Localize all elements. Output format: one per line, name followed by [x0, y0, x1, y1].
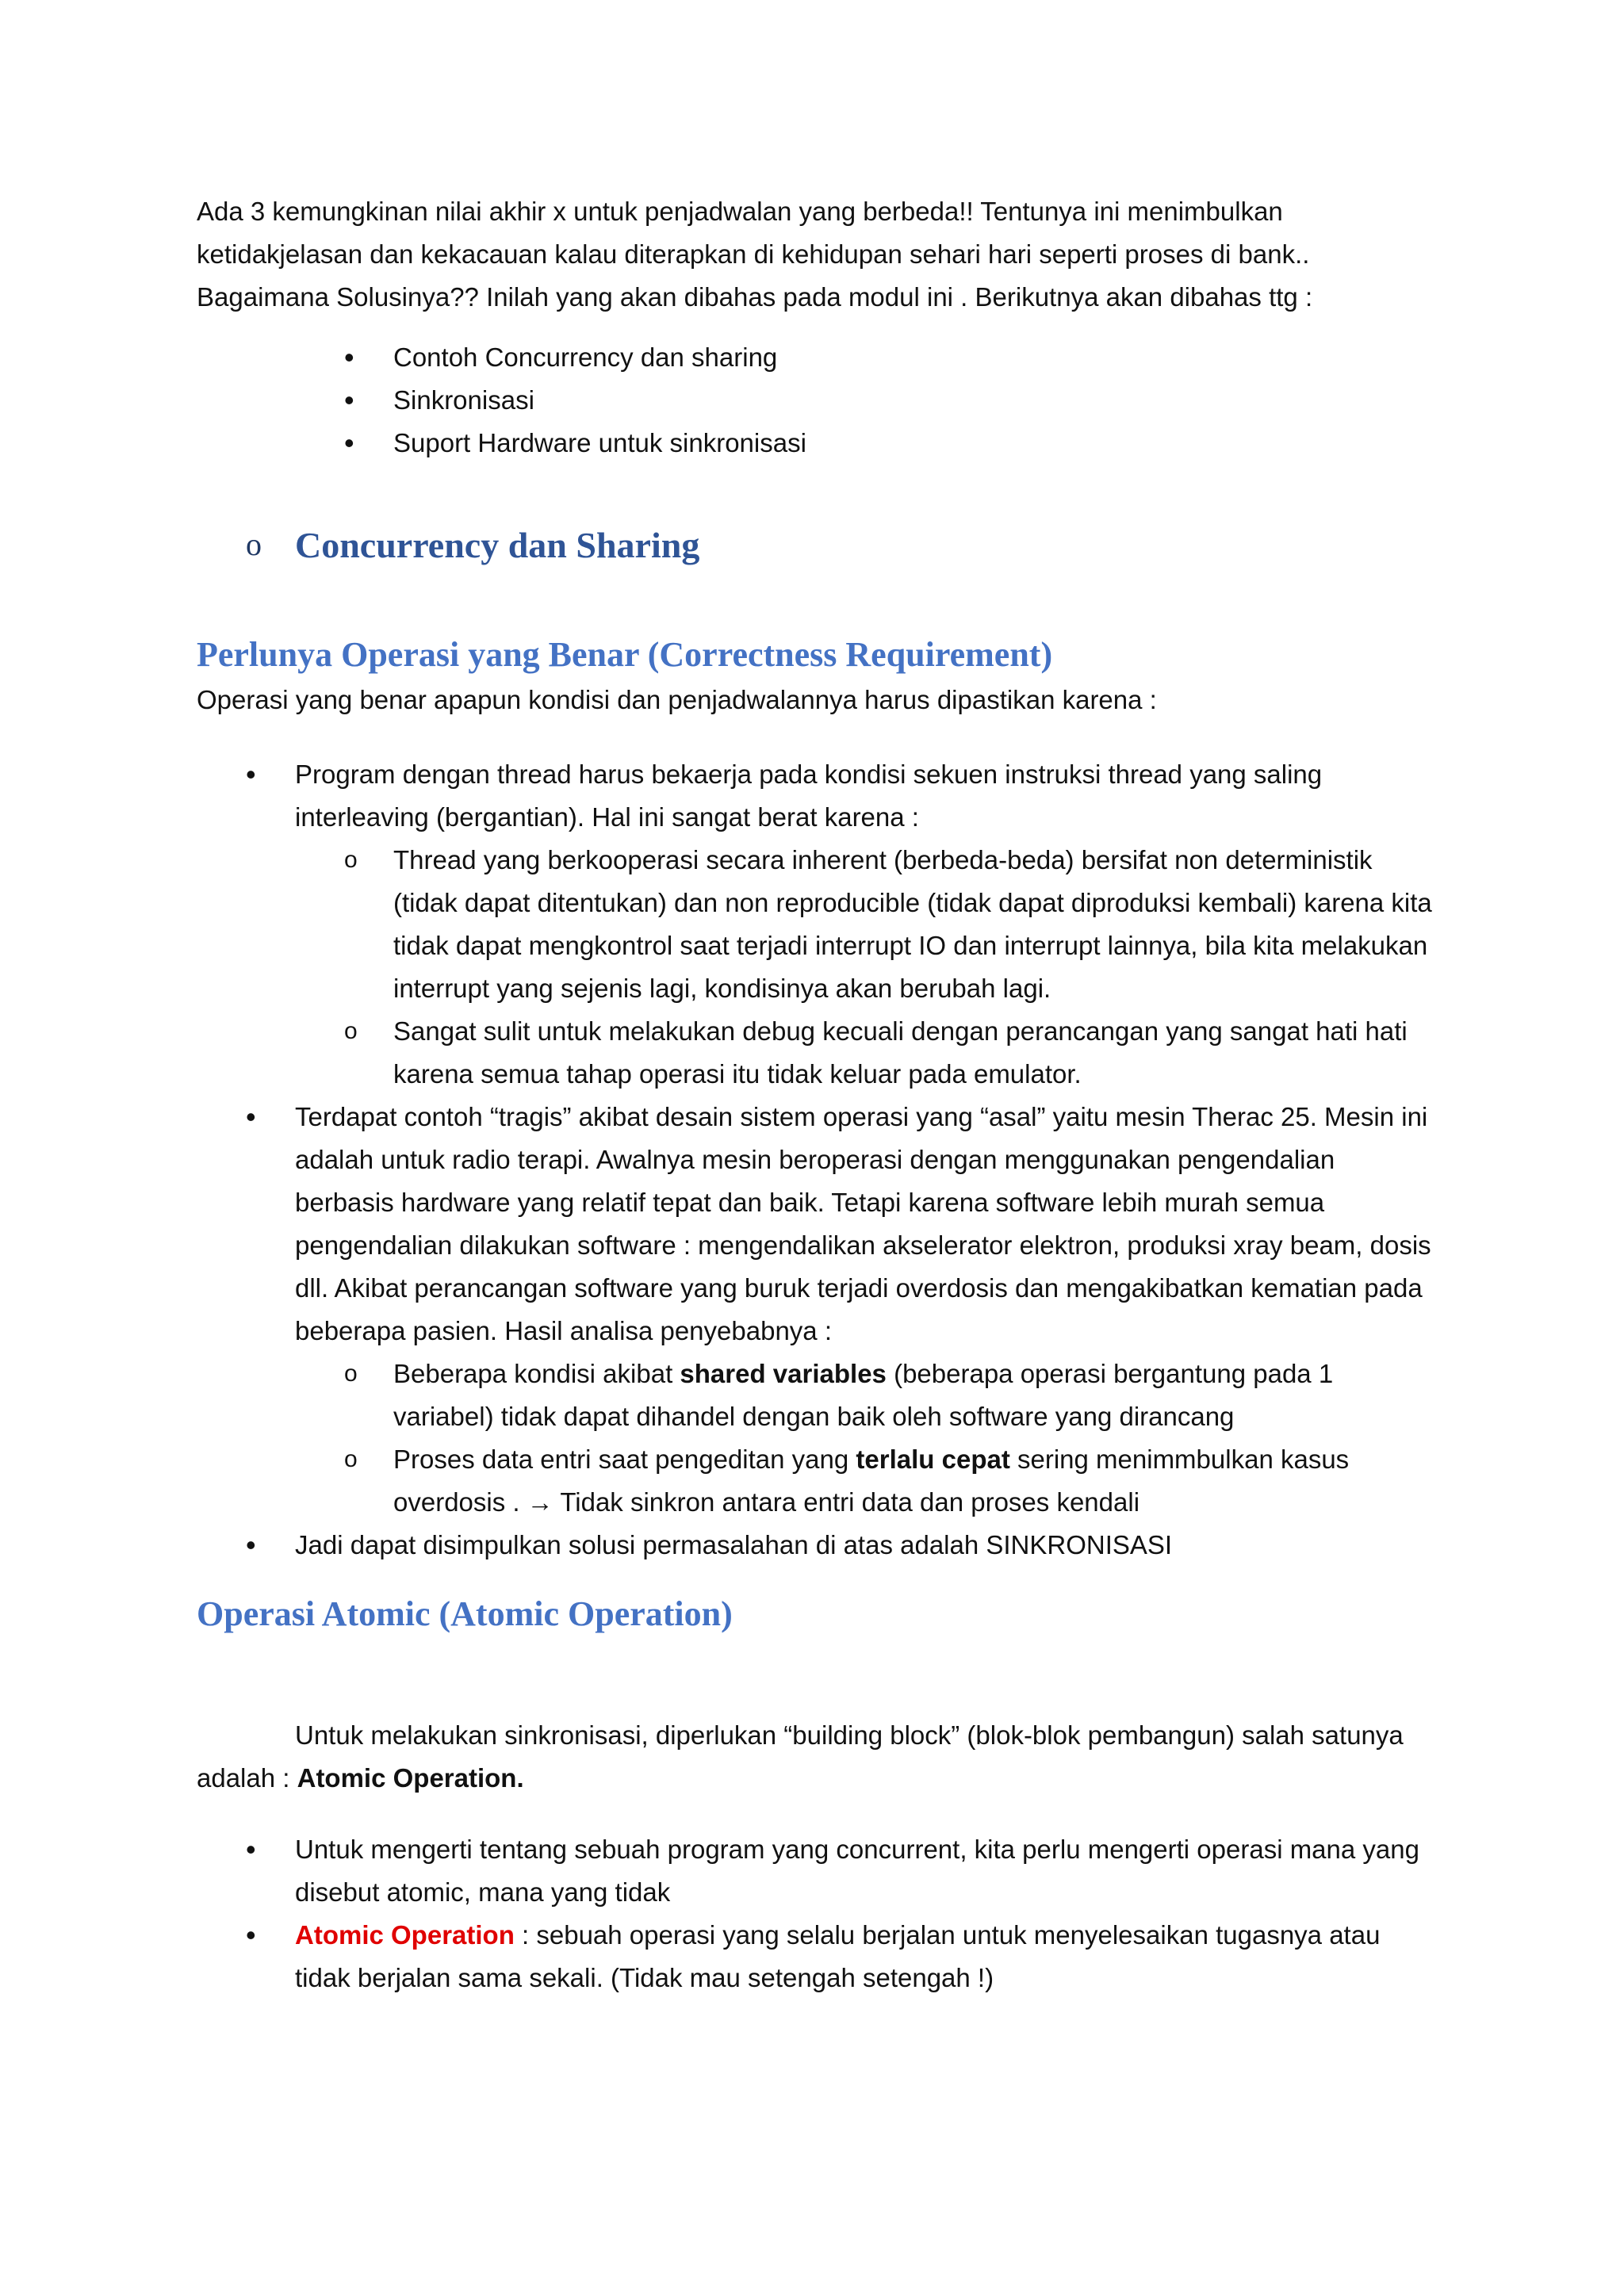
topic-item: • Contoh Concurrency dan sharing — [295, 336, 1434, 379]
document-page — [197, 190, 1434, 1999]
intro-paragraph: Ada 3 kemungkinan nilai akhir x untuk penjadwalan yang berbeda!! Tentunya ini menimbulkan ketidakjelasan dan kekacauan kalau diterapkan di kehidupan sehari hari seperti proses di bank.. Bagaimana Solusinya?? Inilah yang akan dibahas pada modul ini . Berikutnya akan dibahas ttg : — [197, 197, 1313, 312]
topic-item: • Sinkronisasi — [295, 379, 1434, 422]
topic-item: • Suport Hardware untuk sinkronisasi — [295, 422, 1434, 465]
text-run: sering menimmbulkan kasus overdosis . — [393, 1445, 1350, 1517]
topic-list — [197, 336, 1434, 465]
sub-list-item — [295, 1438, 1434, 1524]
correctness-list — [197, 753, 1434, 1567]
bold-term: Atomic Operation. — [297, 1763, 524, 1793]
text-run: Beberapa kondisi akibat — [393, 1359, 680, 1388]
list-item: • Untuk mengerti tentang sebuah program yang concurrent, kita perlu mengerti operasi mana yang disebut atomic, mana yang tidak — [197, 1828, 1434, 1914]
sub-list-item — [295, 1353, 1434, 1438]
list-item — [197, 1914, 1434, 1999]
correctness-lead: Operasi yang benar apapun kondisi dan penjadwalannya harus dipastikan karena : — [197, 685, 1157, 714]
sub-list — [295, 839, 1434, 1096]
atomic-heading: Operasi Atomic (Atomic Operation) — [197, 1594, 733, 1633]
highlight-term: Atomic Operation — [295, 1920, 515, 1950]
text-run: : sebuah operasi yang selalu berjalan untuk menyelesaikan tugasnya atau tidak berjalan sama sekali. (Tidak mau setengah setengah !) — [295, 1920, 1381, 1992]
list-item — [197, 1096, 1434, 1524]
list-item-text: Terdapat contoh “tragis” akibat desain sistem operasi yang “asal” yaitu mesin Therac 25. Mesin ini adalah untuk radio terapi. Awalnya mesin beroperasi dengan menggunakan pengendalian berbasis hardware yang relatif tepat dan baik. Tetapi karena software lebih murah semua pengendalian dilakukan software : mengendalikan akselerator elektron, produksi xray beam, dosis dll. Akibat perancangan software yang buruk terjadi overdosis dan mengakibatkan kematian pada beberapa pasien. Hasil analisa penyebabnya : — [295, 1102, 1431, 1345]
bold-term: shared variables — [680, 1359, 887, 1388]
section-heading — [197, 522, 1434, 569]
arrow-right-icon: → — [527, 1487, 553, 1517]
list-item — [197, 753, 1434, 1096]
section-title: Concurrency dan Sharing — [295, 525, 700, 565]
text-run: Tidak sinkron antara entri data dan proses kendali — [553, 1487, 1140, 1517]
atomic-list — [197, 1828, 1434, 1999]
list-item-text: Program dengan thread harus bekaerja pada kondisi sekuen instruksi thread yang saling interleaving (bergantian). Hal ini sangat berat karena : — [295, 760, 1323, 832]
bold-term: terlalu cepat — [856, 1445, 1010, 1474]
section-bullet: o — [246, 526, 262, 562]
text-run: (beberapa operasi bergantung pada 1 variabel) tidak dapat dihandel dengan baik oleh software yang dirancang — [393, 1359, 1334, 1431]
sub-list-item: o Thread yang berkooperasi secara inherent (berbeda-beda) bersifat non deterministik (tidak dapat ditentukan) dan non reproducible (tidak dapat diproduksi kembali) karena kita tidak dapat mengkontrol saat terjadi interrupt IO dan interrupt lainnya, bila kita melakukan interrupt yang sejenis lagi, kondisinya akan berubah lagi. — [295, 839, 1434, 1010]
list-item: • Jadi dapat disimpulkan solusi permasalahan di atas adalah SINKRONISASI — [197, 1524, 1434, 1567]
sub-list-item: o Sangat sulit untuk melakukan debug kecuali dengan perancangan yang sangat hati hati karena semua tahap operasi itu tidak keluar pada emulator. — [295, 1010, 1434, 1096]
text-run: Proses data entri saat pengeditan yang — [393, 1445, 856, 1474]
correctness-heading: Perlunya Operasi yang Benar (Correctness Requirement) — [197, 635, 1053, 674]
atomic-paragraph — [197, 1714, 1434, 1800]
text-run: Untuk melakukan sinkronisasi, diperlukan “building block” (blok-blok pembangun) salah satunya adalah : — [197, 1720, 1404, 1793]
sub-list — [295, 1353, 1434, 1524]
